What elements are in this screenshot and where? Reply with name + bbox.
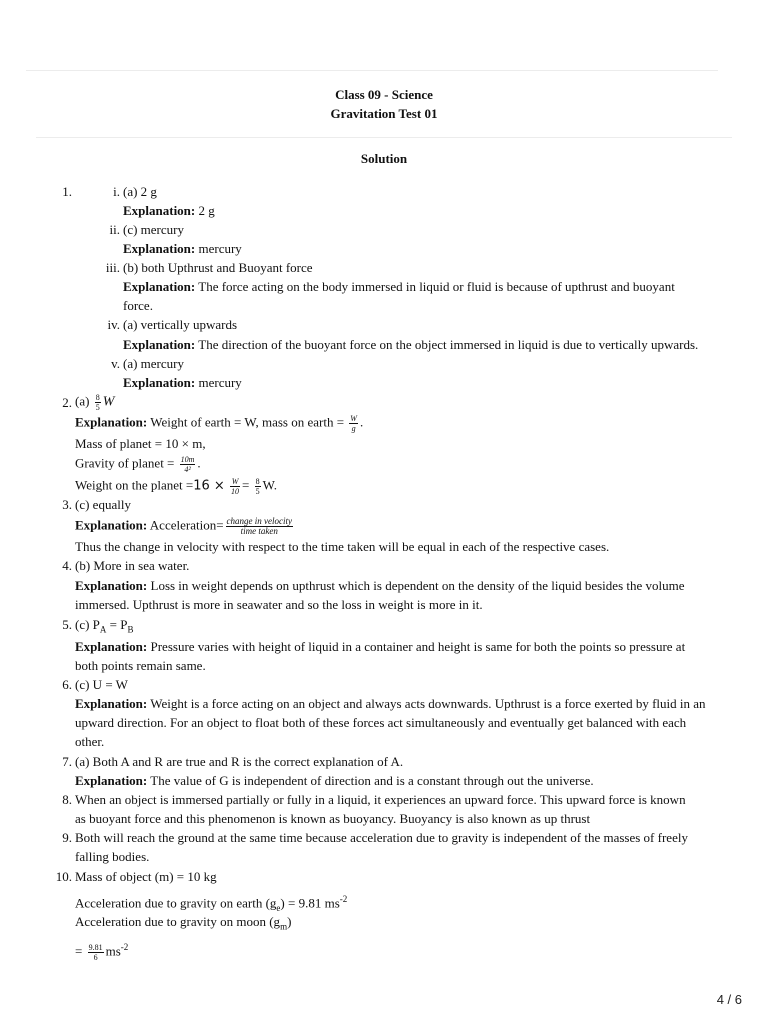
q3-conclusion: Thus the change in velocity with respect to the time taken will be equal in each of the respective cases.: [75, 539, 610, 554]
subscript: B: [127, 624, 134, 635]
superscript: -2: [339, 894, 348, 904]
text: (c) P: [75, 617, 100, 632]
doc-title: Class 09 - Science: [335, 87, 433, 102]
q5-number: 5.: [62, 617, 72, 632]
q4-explanation-cont: immersed. Upthrust is more in seawater and so the loss in weight is more in it.: [75, 597, 483, 612]
denominator: 5: [95, 403, 100, 412]
q8-number: 8.: [62, 792, 72, 807]
text: ) = 9.81 ms: [280, 895, 340, 911]
text: W.: [262, 477, 277, 493]
denominator: 6: [93, 952, 98, 962]
q6-number: 6.: [62, 677, 72, 692]
q10-number: 10.: [55, 869, 72, 884]
section-title: Solution: [360, 151, 408, 166]
text: 16 ×: [193, 478, 225, 494]
denominator: 5: [255, 487, 260, 496]
text: Gravity of planet =: [75, 455, 175, 471]
explanation-label: Explanation:: [75, 773, 148, 788]
answer-option: (a): [75, 393, 90, 409]
explanation-text: mercury: [198, 241, 242, 256]
q7-number: 7.: [62, 754, 72, 769]
q8-answer-cont: as buoyant force and this phenomenon is known as buoyancy. Buoyancy is also known as up thrust: [75, 811, 591, 826]
explanation-label: Explanation:: [123, 375, 196, 390]
explanation-text: The value of G is independent of direction and is a constant through out the universe.: [150, 773, 594, 788]
q1-i-explanation: [123, 203, 215, 219]
fraction: [226, 517, 293, 536]
numerator: change in velocity: [226, 516, 293, 526]
subscript: A: [99, 624, 107, 635]
text: Acceleration due to gravity on moon (g: [75, 914, 281, 929]
q1-iii-answer: (b) both Upthrust and Buoyant force: [123, 260, 313, 275]
superscript: -2: [120, 942, 129, 952]
explanation-text: Weight is a force acting on an object and always acts downwards. Upthrust is a force exerted by fluid in an: [150, 696, 706, 711]
q1-number: 1.: [62, 184, 72, 199]
explanation-text: Loss in weight depends on upthrust which is dependent on the density of the liquid besides the volume: [150, 578, 685, 593]
q1-ii-roman: ii.: [109, 222, 120, 237]
q1-ii-answer: (c) mercury: [123, 222, 184, 237]
q6-answer: (c) U = W: [75, 677, 128, 692]
q1-iv-roman: iv.: [107, 317, 120, 332]
text: ms: [105, 943, 121, 959]
explanation-label: Explanation:: [123, 337, 196, 352]
q10-gravity-moon: [75, 914, 291, 935]
q2-number: 2.: [62, 395, 72, 410]
q6-explanation-cont: upward direction. For an object to float both of these forces act simultaneously and eventually get balanced with each: [75, 715, 687, 730]
q4-answer: (b) More in sea water.: [75, 558, 190, 573]
numerator: W: [350, 414, 357, 423]
q5-explanation-cont: both points remain same.: [75, 658, 206, 673]
q3-answer: (c) equally: [75, 497, 131, 512]
explanation-text: mercury: [198, 375, 242, 390]
q1-iii-explanation-cont: force.: [123, 298, 153, 313]
denominator: time taken: [240, 526, 278, 536]
denominator: g: [351, 424, 356, 433]
fraction: [349, 414, 358, 433]
q4-explanation: [75, 578, 685, 594]
header-divider: [36, 137, 732, 138]
q1-iv-explanation: [123, 337, 698, 353]
q3-explanation: [75, 517, 295, 536]
text: =: [242, 477, 250, 493]
q3-number: 3.: [62, 497, 72, 512]
numerator: 9.81: [88, 942, 103, 952]
q2-answer: [75, 393, 114, 412]
explanation-text: Pressure varies with height of liquid in a container and height is same for both the points so pressure at: [150, 639, 686, 654]
numerator: 10m: [180, 455, 195, 464]
punctuation: .: [197, 455, 201, 471]
q7-answer: (a) Both A and R are true and R is the correct explanation of A.: [75, 754, 404, 769]
q5-explanation: [75, 639, 685, 655]
q2-line-mass: Mass of planet = 10 × m,: [75, 436, 206, 451]
page-number: 4 / 6: [716, 992, 742, 1007]
text: ): [287, 914, 292, 929]
q1-i-roman: i.: [113, 184, 120, 199]
q2-line-weight: [75, 477, 277, 496]
top-divider: [26, 70, 718, 71]
punctuation: .: [359, 414, 364, 430]
variable: W: [102, 394, 115, 410]
text: Acceleration due to gravity on earth (g: [75, 895, 277, 911]
q6-explanation-cont2: other.: [75, 734, 105, 749]
q2-explanation: [75, 414, 363, 433]
fraction: [88, 943, 104, 962]
q6-explanation: [75, 696, 706, 712]
explanation-label: Explanation:: [75, 639, 148, 654]
denominator: 4²: [184, 465, 191, 474]
explanation-label: Explanation:: [123, 203, 196, 218]
q10-gravity-earth: [75, 891, 347, 916]
explanation-label: Explanation:: [75, 578, 148, 593]
explanation-text: The force acting on the body immersed in liquid or fluid is because of upthrust and buoyant: [198, 279, 675, 294]
q2-line-gravity: [75, 455, 201, 474]
explanation-text: Weight of earth = W, mass on earth =: [150, 414, 345, 430]
q10-mass: Mass of object (m) = 10 kg: [75, 869, 217, 884]
q5-answer: [75, 617, 134, 638]
q9-answer: Both will reach the ground at the same time because acceleration due to gravity is independent of the masses of freely: [75, 830, 688, 845]
explanation-text: Acceleration=: [149, 517, 224, 533]
q10-gravity-moon-value: [75, 939, 128, 962]
text: Weight on the planet =: [75, 477, 194, 493]
fraction: [230, 477, 240, 496]
q7-explanation: [75, 773, 594, 789]
q1-iv-answer: (a) vertically upwards: [123, 317, 238, 332]
explanation-text: The direction of the buoyant force on the object immersed in liquid is due to vertically upwards.: [198, 337, 699, 352]
q9-answer-cont: falling bodies.: [75, 849, 150, 864]
doc-subtitle: Gravitation Test 01: [330, 106, 438, 121]
fraction: [180, 455, 196, 474]
q1-iii-roman: iii.: [105, 260, 120, 275]
subscript: e: [276, 902, 281, 913]
explanation-label: Explanation:: [123, 279, 196, 294]
q1-v-answer: (a) mercury: [123, 356, 184, 371]
q1-v-roman: v.: [111, 356, 120, 371]
text: = P: [106, 617, 128, 632]
fraction: [95, 393, 101, 412]
q1-i-answer: (a) 2 g: [123, 184, 157, 199]
explanation-label: Explanation:: [123, 241, 196, 256]
fraction: [255, 477, 261, 496]
numerator: 8: [95, 393, 100, 402]
text: =: [75, 943, 83, 959]
subscript: m: [280, 921, 288, 932]
q1-iii-explanation: [123, 279, 675, 295]
numerator: 8: [255, 477, 260, 486]
q4-number: 4.: [62, 558, 72, 573]
q1-ii-explanation: [123, 241, 242, 257]
explanation-text: 2 g: [198, 203, 215, 218]
explanation-label: Explanation:: [75, 696, 148, 711]
q1-v-explanation: [123, 375, 242, 391]
denominator: 10: [231, 487, 240, 496]
q9-number: 9.: [62, 830, 72, 845]
explanation-label: Explanation:: [75, 517, 148, 533]
q8-answer: When an object is immersed partially or fully in a liquid, it experiences an upward force. This upward force is known: [75, 792, 686, 807]
numerator: W: [231, 477, 239, 486]
explanation-label: Explanation:: [75, 414, 148, 430]
